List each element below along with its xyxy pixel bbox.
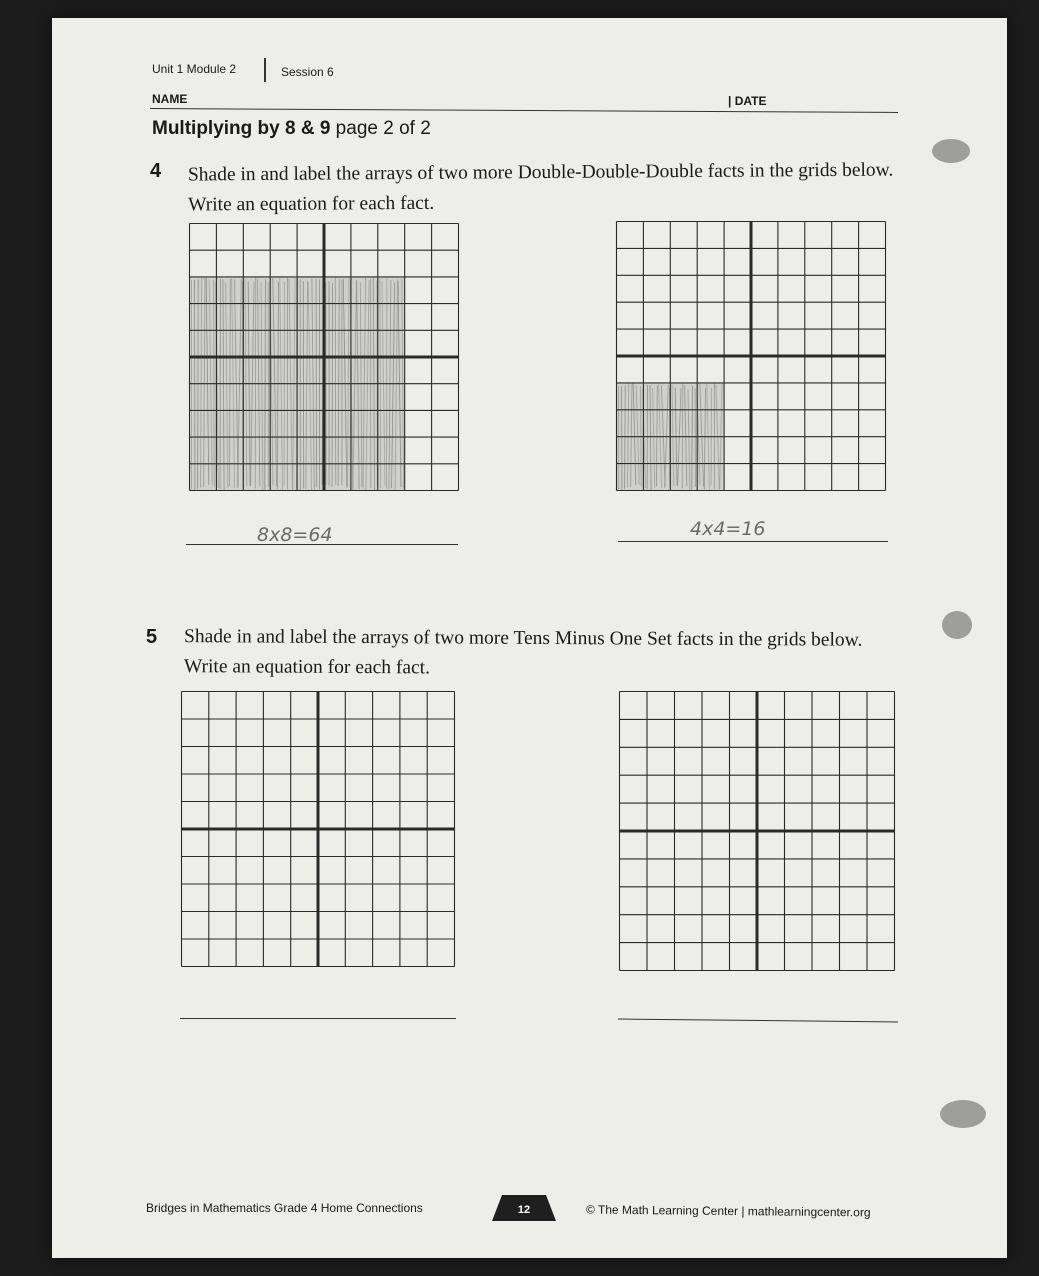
binder-hole-middle bbox=[942, 611, 972, 639]
q4-right-answer-line[interactable] bbox=[618, 541, 888, 542]
question-5-number: 5 bbox=[146, 626, 158, 648]
session-label: Session 6 bbox=[281, 65, 334, 79]
q4-left-grid[interactable] bbox=[188, 222, 460, 497]
title-bold: Multiplying by 8 & 9 bbox=[152, 118, 331, 139]
header-divider bbox=[264, 58, 266, 82]
q4-right-grid[interactable] bbox=[615, 220, 887, 497]
question-5-text: Shade in and label the arrays of two more Tens Minus One Set facts in the grids below. Write an equation for each fact. bbox=[183, 626, 863, 679]
page-title bbox=[152, 118, 431, 140]
q5-right-grid[interactable] bbox=[618, 690, 896, 977]
date-label: | DATE bbox=[728, 94, 767, 108]
binder-hole-top bbox=[932, 139, 970, 163]
name-label: NAME bbox=[152, 92, 188, 106]
q5-right-answer-line[interactable] bbox=[618, 1019, 898, 1023]
page-number: 12 bbox=[517, 1204, 531, 1216]
q4-right-answer: 4x4=16 bbox=[690, 518, 766, 540]
title-page-count: page 2 of 2 bbox=[330, 118, 431, 139]
question-4-text: Shade in and label the arrays of two more Double-Double-Double facts in the grids below. Write an equation for each fact. bbox=[187, 159, 894, 216]
unit-module-label: Unit 1 Module 2 bbox=[152, 62, 237, 76]
q5-left-answer-line[interactable] bbox=[180, 1018, 456, 1019]
footer-copyright: © The Math Learning Center | mathlearningcenter.org bbox=[585, 1202, 871, 1220]
question-4-number: 4 bbox=[150, 160, 162, 182]
binder-hole-bottom bbox=[940, 1100, 986, 1128]
name-date-line[interactable] bbox=[150, 108, 898, 113]
worksheet-page bbox=[52, 18, 1007, 1258]
footer-publication: Bridges in Mathematics Grade 4 Home Connections bbox=[146, 1201, 423, 1215]
q4-left-answer: 8x8=64 bbox=[257, 524, 333, 546]
q5-left-grid[interactable] bbox=[180, 690, 456, 973]
